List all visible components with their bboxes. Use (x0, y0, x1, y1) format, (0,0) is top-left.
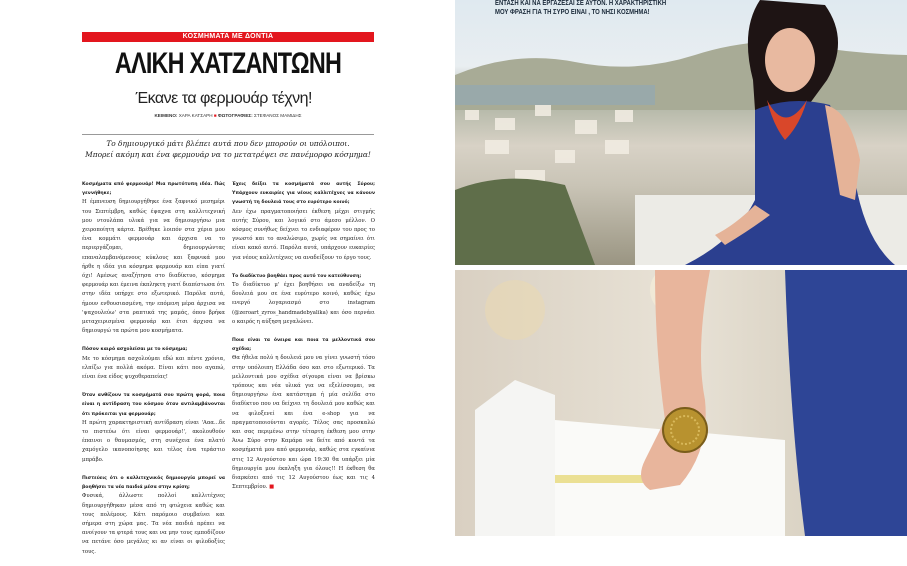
article-title: ΑΛΙΚΗ ΧΑΤΖΑΝΤΩΝΗ (114, 47, 342, 80)
answer: Δεν έχω πραγματοποιήσει έκθεση μέχρι στιγμής αυτής Σύρου, και λογικό στο άμεσο μέλλον. Ο κόσμος συνήθως δείχνει το ενδιαφέρον του προς το γνωστό και το αναλώσιμο, χωρίς να σημαίνει ότι είναι κακό αυτό. Παρόλα αυτά, υπάρχουν ευκαιρίες για νέους καλλιτέχνες να αναδείξουν το έργο τους. (232, 208, 375, 261)
answer: Η πρώτη χαρακτηριστική αντίδραση είναι 'Ααα...δε το πιστεύω ότι είναι φερμουάρ!', ακολουθούν έπαινοι ο θαυμασμός, στη συνέχεια ένα πλατύ χαμόγελο ικανοποίησης και τέλος ένα τεράστιο μπράβο. (82, 419, 225, 463)
photo-woman-syros-view (455, 0, 907, 265)
photo-hand-ring (455, 270, 907, 536)
end-mark-icon: ■ (269, 484, 275, 491)
question: Κοσμήματα από φερμουάρ! Μια πρωτότυπη ιδέα. Πώς γεννήθηκε; (82, 182, 225, 197)
lead-line: Το δημιουργικό μάτι βλέπει αυτά που δεν μπορούν οι υπόλοιποι. (106, 139, 350, 148)
question: Πόσον καιρό ασχολείσαι με το κόσμημα; (82, 347, 188, 353)
section-kicker: ΚΟΣΜΗΜΑΤΑ ΜΕ ΔΟΝΤΙΑ (82, 32, 374, 42)
credit-text-label: ΚΕΙΜΕΝΟ: (154, 113, 178, 118)
photo-illustration (455, 0, 907, 265)
byline (82, 113, 374, 118)
lead-line: Μπορεί ακόμη και ένα φερμουάρ να το μετατρέψει σε πανέμορφο κόσμημα! (85, 149, 371, 159)
article-subtitle: Έκανε τα φερμουάρ τέχνη! (135, 90, 312, 107)
answer: Θα ήθελα πολύ η δουλειά μου να γίνει γνωστή τόσο στην υπόλοιπη Ελλάδα όσο και στο εξωτερικό. Τα μελλοντικά μου σχέδια σίγουρα είναι να βρίσκω τρόπους και νέα υλικά για να εξελίσσομαι, να δημιουργήσω ένα κατάστημα ή μία σελίδα στο διαδίκτυο που να δείχνει τη δουλειά μου καθώς και να φιλοξενεί και ένα e-shop για να πραγματοποιούνται αγορές. Τέλος σας προσκαλώ και σας περιμένω στην τέταρτη έκθεση μου στην Άνω Σύρο στην Καμάρα να δείτε από κοντά τα κοσμήματά μου από φερμουάρ, καθώς στα εγκαίνια στις 12 Αυγούστου και ώρα 19:30 θα υπάρξει μία δημιουργία μου έκπληξη για όλους!! Η έκθεση θα διαρκέσει από τις 12 Αυγούστου έως και τις 4 Σεπτεμβρίου. (232, 355, 375, 491)
answer: Το διαδίκτυο μ' έχει βοηθήσει να αναδείξω τη δουλειά μου σε ένα ευρύτερο κοινό, καθώς έχω ενεργό λογαριασμό στο instagram (@zeroart_zyros_handmadebyalika) και όσο περνάει ο καιρός η αύξηση μεγαλώνει. (232, 282, 375, 325)
photo-caption-overlay (495, 0, 666, 17)
question: Ποια είναι τα όνειρα και ποια τα μελλοντικά σου σχέδια; (232, 338, 375, 353)
text-column-left (82, 180, 225, 566)
qa-block (232, 180, 375, 263)
caption-line: ΕΝΤΑΣΗ ΚΑΙ ΝΑ ΕΡΓΑΖΕΣΑΙ ΣΕ ΑΥΤΟΝ. Η ΧΑΡΑΚΤΗΡΙΣΤΙΚΗ (495, 0, 667, 7)
question: Όταν ανθίζουν τα κοσμήματά σου πρώτη φορά, ποια είναι η αντίδραση του κόσμου όταν αντιλαμβάνονται ότι πρόκειται για φερμουάρ; (82, 393, 225, 417)
qa-block (232, 336, 375, 492)
answer: Η έμπνευση δημιουργήθηκε ένα ξαφνικό μεσημέρι του Σεπτέμβρη, καθώς έψαχνα στη καλλιτεχνική μου ντουλάπα υλικά για να δημιουργήσω μια χειροποίητη κάρτα. Βρέθηκε λοιπόν στα χέρια μου ένα κομμάτι φερμουάρ και άρχισα να το περιεργάζομαι, δημιουργώντας επαναλαμβανόμενους κύκλους και ξαφνικά μου ήρθε η ιδέα για κόσμημα φερμουάρ και είπα γιατί όχι! Αμέσως αναζήτησα στο διαδίκτυο, κόσμημα φερμουάρ και έμεινα έκπληκτη γιατί διαπίστωσα ότι στην ιδέα υπήρχε στο εξωτερικό. Παρόλα αυτά, ήμουν ενθουσιασμένη, την επόμενη μέρα άρχισα να 'ψαχουλεύω' στα ραπτικά της μαμάς, όπου βρήκα μεταχειρισμένα φερμουάρ και έτσι άρχισα να δημιουργώ τα πρώτα μου κοσμήματα. (82, 199, 225, 335)
question: Έχεις δείξει τα κοσμήματά σου αυτής Σύρου; Υπάρχουν ευκαιρίες για νέους καλλιτέχνες να κάνουν γνωστή τη δουλειά τους στο ευρύτερο κοινό; (232, 182, 375, 206)
qa-block (82, 474, 225, 557)
question: Πιστεύεις ότι ο καλλιτεχνικός δημιουργία μπορεί να βοηθήσει τα νέα παιδιά μέσα στην κρίση; (82, 475, 225, 491)
qa-block (82, 180, 225, 336)
lead-paragraph (82, 139, 374, 160)
caption-line: ΜΟΥ ΦΡΑΣΗ ΓΙΑ ΤΗ ΣΥΡΟ ΕΙΝΑΙ , ΤΟ ΝΗΣΙ ΚΟΣΜΗΜΑ! (495, 8, 650, 16)
question: Το διαδίκτυο βοηθάει προς αυτό τον κατεύθυνση; (232, 273, 362, 279)
qa-block (232, 272, 375, 327)
answer: Φυσικά, άλλωστε πολλοί καλλιτέχνες δημιουργήθηκαν μέσα από τη φτώχεια καθώς και τους πολέμους. Κάτι παρόμοιο συμβαίνει και σήμερα στη χώρα μας. Τα νέα παιδιά πρέπει να ανοίγουν τα φτερά τους και να μην τους εμποδίζουν να πετάνε όσο μεγάλες κι αν είναι οι φιλοδοξίες τους. (82, 493, 225, 555)
divider (82, 134, 374, 135)
answer: Με το κόσμημα ασχολούμαι εδώ και πέντε χρόνια, ελπίζω για πολλά ακόμα. Είναι κάτι που αγαπώ, είναι ένα είδος ψυχοθεραπείας! (82, 355, 225, 381)
qa-block (82, 345, 225, 382)
qa-block (82, 391, 225, 465)
photo-illustration (455, 270, 907, 536)
credit-text-name: ΧΑΡΑ ΚΑΤΣΑΡΗ (178, 113, 213, 118)
credit-photo-label: ΦΩΤΟΓΡΑΦΙΕΣ: (217, 113, 253, 118)
credit-photo-name: ΣΤΕΦΑΝΟΣ ΜΑΜΙΔΗΣ (253, 113, 302, 118)
bullet-icon: ■ (213, 113, 217, 118)
text-column-right (232, 180, 375, 502)
